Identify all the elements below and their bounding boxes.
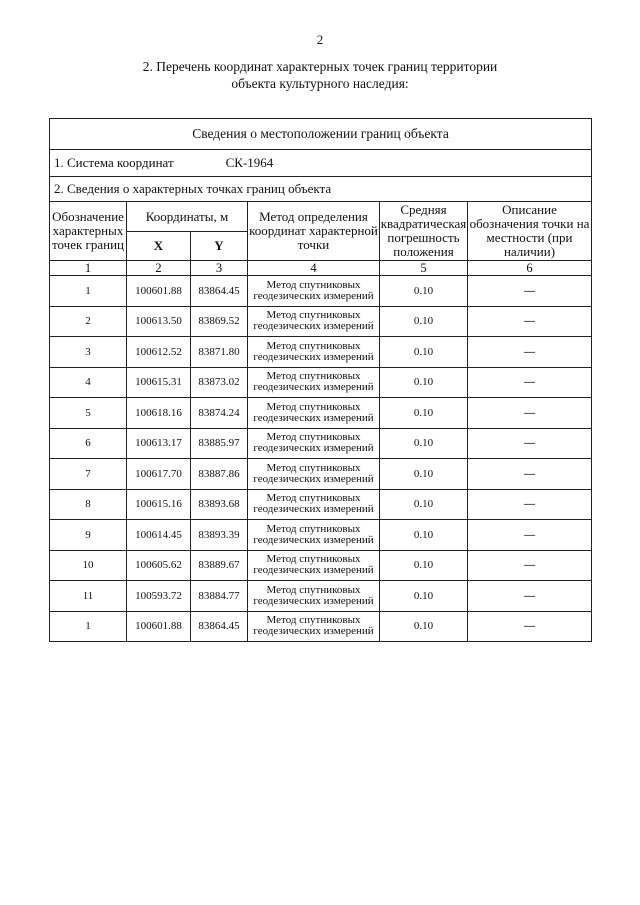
description-cell: — xyxy=(468,428,592,459)
error-cell: 0.10 xyxy=(380,428,468,459)
description-cell: — xyxy=(468,367,592,398)
method-cell: Метод спутниковых геодезических измерений xyxy=(248,489,380,520)
x-coordinate-cell: 100612.52 xyxy=(127,337,191,368)
y-coordinate-cell: 83889.67 xyxy=(191,550,248,581)
error-cell: 0.10 xyxy=(380,520,468,551)
y-coordinate-cell: 83893.68 xyxy=(191,489,248,520)
description-cell: — xyxy=(468,611,592,642)
column-number: 1 xyxy=(50,261,127,276)
x-coordinate-cell: 100614.45 xyxy=(127,520,191,551)
heading-line-1: 2. Перечень координат характерных точек границ территории xyxy=(142,59,498,74)
coordinate-system-cell xyxy=(50,150,592,177)
error-cell: 0.10 xyxy=(380,276,468,307)
y-coordinate-cell: 83871.80 xyxy=(191,337,248,368)
error-cell: 0.10 xyxy=(380,581,468,612)
point-cell: 4 xyxy=(50,367,127,398)
header-method: Метод определения координат характерной точки xyxy=(248,202,380,261)
method-cell: Метод спутниковых геодезических измерений xyxy=(248,459,380,490)
description-cell: — xyxy=(468,550,592,581)
table-row xyxy=(50,611,592,642)
data-rows xyxy=(50,276,592,642)
point-cell: 9 xyxy=(50,520,127,551)
point-cell: 7 xyxy=(50,459,127,490)
description-cell: — xyxy=(468,459,592,490)
method-cell: Метод спутниковых геодезических измерений xyxy=(248,611,380,642)
column-number: 5 xyxy=(380,261,468,276)
description-cell: — xyxy=(468,520,592,551)
point-cell: 11 xyxy=(50,581,127,612)
document-heading xyxy=(0,58,640,92)
x-coordinate-cell: 100601.88 xyxy=(127,276,191,307)
y-coordinate-cell: 83887.86 xyxy=(191,459,248,490)
table-row xyxy=(50,489,592,520)
table-row xyxy=(50,337,592,368)
method-cell: Метод спутниковых геодезических измерений xyxy=(248,398,380,429)
method-cell: Метод спутниковых геодезических измерений xyxy=(248,367,380,398)
y-coordinate-cell: 83864.45 xyxy=(191,611,248,642)
x-coordinate-cell: 100617.70 xyxy=(127,459,191,490)
error-cell: 0.10 xyxy=(380,489,468,520)
description-cell: — xyxy=(468,337,592,368)
column-number: 3 xyxy=(191,261,248,276)
points-info-row xyxy=(50,177,592,202)
coordinate-system-value: СК-1964 xyxy=(225,155,274,170)
description-cell: — xyxy=(468,276,592,307)
y-coordinate-cell: 83885.97 xyxy=(191,428,248,459)
point-cell: 10 xyxy=(50,550,127,581)
error-cell: 0.10 xyxy=(380,306,468,337)
header-x: X xyxy=(127,232,191,261)
column-numbers-row xyxy=(50,261,592,276)
x-coordinate-cell: 100615.16 xyxy=(127,489,191,520)
table-row xyxy=(50,276,592,307)
error-cell: 0.10 xyxy=(380,367,468,398)
column-number: 6 xyxy=(468,261,592,276)
table-row xyxy=(50,550,592,581)
table-row xyxy=(50,367,592,398)
error-cell: 0.10 xyxy=(380,550,468,581)
header-coordinates: Координаты, м xyxy=(127,202,248,232)
column-number: 2 xyxy=(127,261,191,276)
column-number: 4 xyxy=(248,261,380,276)
description-cell: — xyxy=(468,398,592,429)
y-coordinate-cell: 83864.45 xyxy=(191,276,248,307)
method-cell: Метод спутниковых геодезических измерений xyxy=(248,337,380,368)
error-cell: 0.10 xyxy=(380,459,468,490)
point-cell: 8 xyxy=(50,489,127,520)
table-row xyxy=(50,459,592,490)
header-row-1 xyxy=(50,202,592,232)
header-description: Описание обозначения точки на местности (при наличии) xyxy=(468,202,592,261)
x-coordinate-cell: 100613.50 xyxy=(127,306,191,337)
point-cell: 1 xyxy=(50,611,127,642)
x-coordinate-cell: 100593.72 xyxy=(127,581,191,612)
error-cell: 0.10 xyxy=(380,611,468,642)
point-cell: 1 xyxy=(50,276,127,307)
page-number: 2 xyxy=(316,32,324,47)
y-coordinate-cell: 83874.24 xyxy=(191,398,248,429)
point-cell: 3 xyxy=(50,337,127,368)
method-cell: Метод спутниковых геодезических измерений xyxy=(248,428,380,459)
method-cell: Метод спутниковых геодезических измерений xyxy=(248,550,380,581)
y-coordinate-cell: 83893.39 xyxy=(191,520,248,551)
y-coordinate-cell: 83873.02 xyxy=(191,367,248,398)
x-coordinate-cell: 100601.88 xyxy=(127,611,191,642)
coordinates-table xyxy=(49,118,592,642)
method-cell: Метод спутниковых геодезических измерений xyxy=(248,276,380,307)
description-cell: — xyxy=(468,581,592,612)
table-row xyxy=(50,398,592,429)
header-y: Y xyxy=(191,232,248,261)
header-error: Средняя квадратическая погрешность положения xyxy=(380,202,467,259)
error-cell: 0.10 xyxy=(380,398,468,429)
x-coordinate-cell: 100618.16 xyxy=(127,398,191,429)
description-cell: — xyxy=(468,489,592,520)
coordinate-system-label: 1. Система координат xyxy=(54,155,174,170)
y-coordinate-cell: 83869.52 xyxy=(191,306,248,337)
method-cell: Метод спутниковых геодезических измерений xyxy=(248,581,380,612)
table-row xyxy=(50,306,592,337)
table-row xyxy=(50,428,592,459)
error-cell: 0.10 xyxy=(380,337,468,368)
x-coordinate-cell: 100615.31 xyxy=(127,367,191,398)
method-cell: Метод спутниковых геодезических измерений xyxy=(248,306,380,337)
y-coordinate-cell: 83884.77 xyxy=(191,581,248,612)
table-row xyxy=(50,520,592,551)
point-cell: 2 xyxy=(50,306,127,337)
heading-line-2: объекта культурного наследия: xyxy=(231,76,409,91)
points-info-label: 2. Сведения о характерных точках границ объекта xyxy=(50,177,592,202)
x-coordinate-cell: 100613.17 xyxy=(127,428,191,459)
description-cell: — xyxy=(468,306,592,337)
x-coordinate-cell: 100605.62 xyxy=(127,550,191,581)
section-title-row xyxy=(50,119,592,150)
header-designation: Обозначение характерных точек границ xyxy=(50,202,127,261)
point-cell: 6 xyxy=(50,428,127,459)
section-title: Сведения о местоположении границ объекта xyxy=(50,119,592,150)
point-cell: 5 xyxy=(50,398,127,429)
method-cell: Метод спутниковых геодезических измерений xyxy=(248,520,380,551)
coordinate-system-row xyxy=(50,150,592,177)
table-row xyxy=(50,581,592,612)
